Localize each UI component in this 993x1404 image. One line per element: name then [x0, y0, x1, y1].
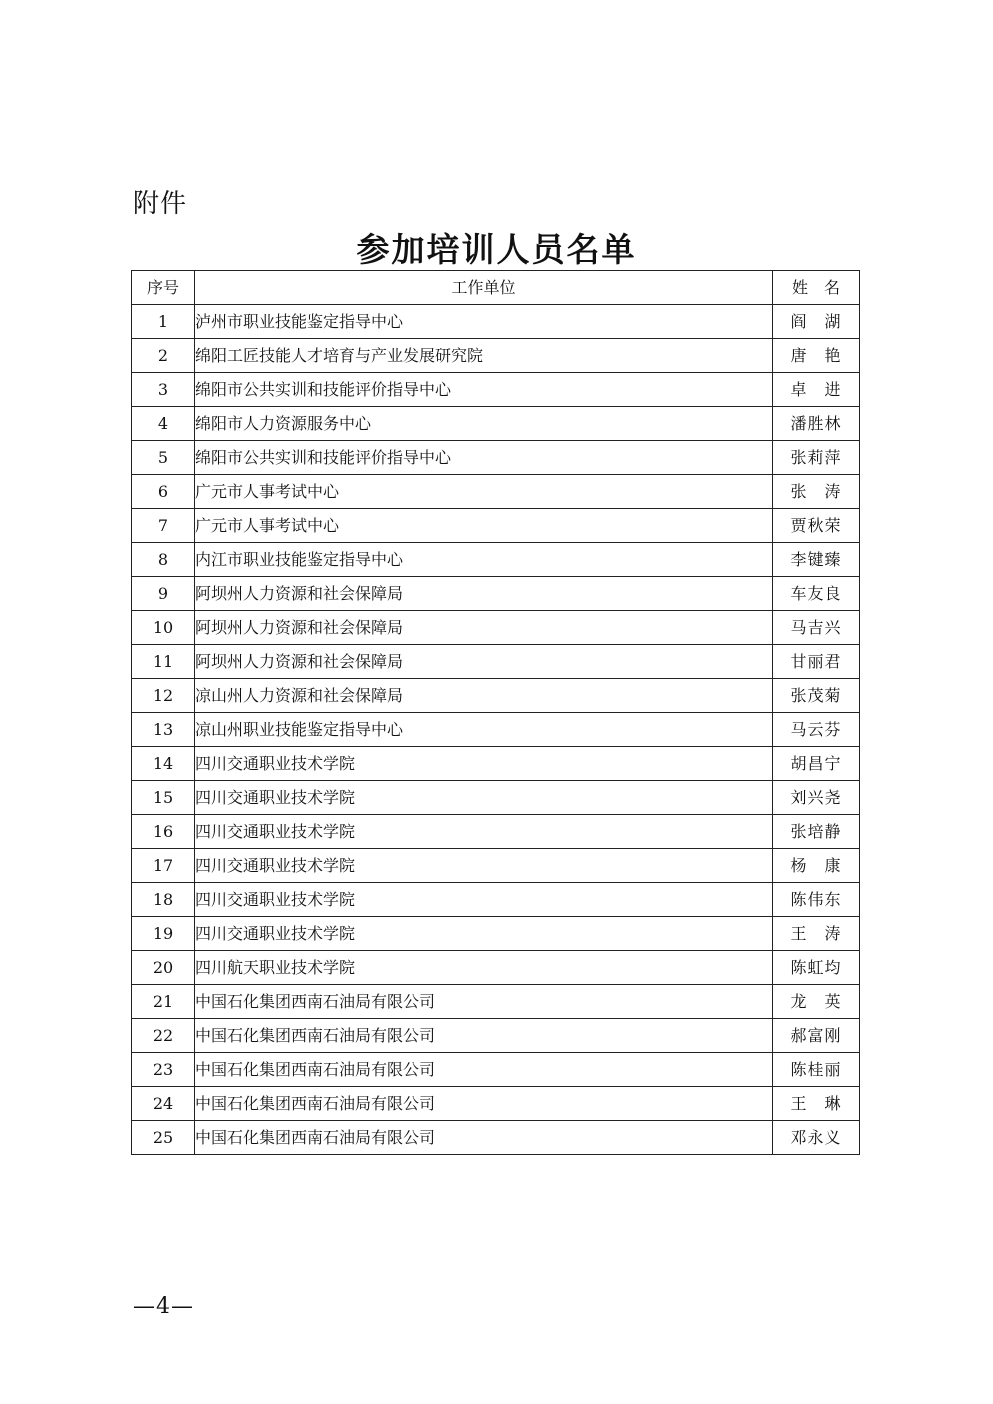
table-row [132, 917, 860, 951]
table-row [132, 1087, 860, 1121]
table-row [132, 577, 860, 611]
person-name-cell: 阎 湖 [773, 305, 860, 339]
header-work-unit: 工作单位 [195, 271, 773, 305]
serial-number-cell: 15 [132, 781, 195, 815]
person-name-cell: 杨 康 [773, 849, 860, 883]
table-row [132, 883, 860, 917]
person-name-cell: 马吉兴 [773, 611, 860, 645]
serial-number-cell: 5 [132, 441, 195, 475]
table-row [132, 815, 860, 849]
person-name-cell: 车友良 [773, 577, 860, 611]
work-unit-cell: 四川交通职业技术学院 [195, 781, 773, 815]
serial-number-cell: 17 [132, 849, 195, 883]
work-unit-cell: 中国石化集团西南石油局有限公司 [195, 1053, 773, 1087]
serial-number-cell: 16 [132, 815, 195, 849]
table-row [132, 985, 860, 1019]
serial-number-cell: 11 [132, 645, 195, 679]
person-name-cell: 胡昌宁 [773, 747, 860, 781]
serial-number-cell: 20 [132, 951, 195, 985]
serial-number-cell: 4 [132, 407, 195, 441]
serial-number-cell: 12 [132, 679, 195, 713]
serial-number-cell: 21 [132, 985, 195, 1019]
trainee-roster-table [131, 270, 860, 1155]
serial-number-cell: 7 [132, 509, 195, 543]
serial-number-cell: 10 [132, 611, 195, 645]
table-row [132, 1053, 860, 1087]
attachment-label: 附件 [133, 189, 188, 219]
table-row [132, 407, 860, 441]
person-name-cell: 潘胜林 [773, 407, 860, 441]
table-row [132, 339, 860, 373]
work-unit-cell: 绵阳工匠技能人才培育与产业发展研究院 [195, 339, 773, 373]
person-name-cell: 张茂菊 [773, 679, 860, 713]
table-row [132, 373, 860, 407]
table-row [132, 1121, 860, 1155]
work-unit-cell: 四川交通职业技术学院 [195, 917, 773, 951]
table-row [132, 679, 860, 713]
work-unit-cell: 绵阳市公共实训和技能评价指导中心 [195, 373, 773, 407]
work-unit-cell: 中国石化集团西南石油局有限公司 [195, 1087, 773, 1121]
serial-number-cell: 8 [132, 543, 195, 577]
work-unit-cell: 四川交通职业技术学院 [195, 747, 773, 781]
table-row [132, 441, 860, 475]
table-row [132, 713, 860, 747]
table-header-row [132, 271, 860, 305]
table-row [132, 849, 860, 883]
person-name-cell: 刘兴尧 [773, 781, 860, 815]
serial-number-cell: 22 [132, 1019, 195, 1053]
work-unit-cell: 四川交通职业技术学院 [195, 815, 773, 849]
person-name-cell: 李键臻 [773, 543, 860, 577]
person-name-cell: 龙 英 [773, 985, 860, 1019]
work-unit-cell: 中国石化集团西南石油局有限公司 [195, 1019, 773, 1053]
serial-number-cell: 6 [132, 475, 195, 509]
serial-number-cell: 18 [132, 883, 195, 917]
serial-number-cell: 13 [132, 713, 195, 747]
work-unit-cell: 四川交通职业技术学院 [195, 883, 773, 917]
person-name-cell: 陈伟东 [773, 883, 860, 917]
header-name: 姓 名 [773, 271, 860, 305]
person-name-cell: 王 琳 [773, 1087, 860, 1121]
serial-number-cell: 19 [132, 917, 195, 951]
table-row [132, 1019, 860, 1053]
work-unit-cell: 绵阳市人力资源服务中心 [195, 407, 773, 441]
person-name-cell: 郝富刚 [773, 1019, 860, 1053]
serial-number-cell: 9 [132, 577, 195, 611]
person-name-cell: 唐 艳 [773, 339, 860, 373]
work-unit-cell: 阿坝州人力资源和社会保障局 [195, 577, 773, 611]
work-unit-cell: 内江市职业技能鉴定指导中心 [195, 543, 773, 577]
work-unit-cell: 凉山州职业技能鉴定指导中心 [195, 713, 773, 747]
work-unit-cell: 广元市人事考试中心 [195, 509, 773, 543]
work-unit-cell: 绵阳市公共实训和技能评价指导中心 [195, 441, 773, 475]
table-row [132, 305, 860, 339]
serial-number-cell: 2 [132, 339, 195, 373]
work-unit-cell: 凉山州人力资源和社会保障局 [195, 679, 773, 713]
serial-number-cell: 25 [132, 1121, 195, 1155]
person-name-cell: 陈桂丽 [773, 1053, 860, 1087]
person-name-cell: 马云芬 [773, 713, 860, 747]
serial-number-cell: 23 [132, 1053, 195, 1087]
person-name-cell: 王 涛 [773, 917, 860, 951]
person-name-cell: 贾秋荣 [773, 509, 860, 543]
page-number: —4— [133, 1294, 194, 1319]
work-unit-cell: 广元市人事考试中心 [195, 475, 773, 509]
serial-number-cell: 14 [132, 747, 195, 781]
person-name-cell: 陈虹均 [773, 951, 860, 985]
person-name-cell: 张莉萍 [773, 441, 860, 475]
person-name-cell: 张培静 [773, 815, 860, 849]
work-unit-cell: 中国石化集团西南石油局有限公司 [195, 985, 773, 1019]
table-row [132, 645, 860, 679]
table-row [132, 509, 860, 543]
work-unit-cell: 四川航天职业技术学院 [195, 951, 773, 985]
person-name-cell: 甘丽君 [773, 645, 860, 679]
header-serial-number: 序号 [132, 271, 195, 305]
table-row [132, 475, 860, 509]
work-unit-cell: 阿坝州人力资源和社会保障局 [195, 611, 773, 645]
person-name-cell: 张 涛 [773, 475, 860, 509]
person-name-cell: 卓 进 [773, 373, 860, 407]
table-row [132, 543, 860, 577]
table-row [132, 781, 860, 815]
table-row [132, 951, 860, 985]
work-unit-cell: 四川交通职业技术学院 [195, 849, 773, 883]
document-title: 参加培训人员名单 [356, 230, 637, 269]
work-unit-cell: 中国石化集团西南石油局有限公司 [195, 1121, 773, 1155]
serial-number-cell: 24 [132, 1087, 195, 1121]
serial-number-cell: 3 [132, 373, 195, 407]
work-unit-cell: 阿坝州人力资源和社会保障局 [195, 645, 773, 679]
table-body [132, 305, 860, 1155]
work-unit-cell: 泸州市职业技能鉴定指导中心 [195, 305, 773, 339]
serial-number-cell: 1 [132, 305, 195, 339]
table-row [132, 611, 860, 645]
person-name-cell: 邓永义 [773, 1121, 860, 1155]
table-row [132, 747, 860, 781]
